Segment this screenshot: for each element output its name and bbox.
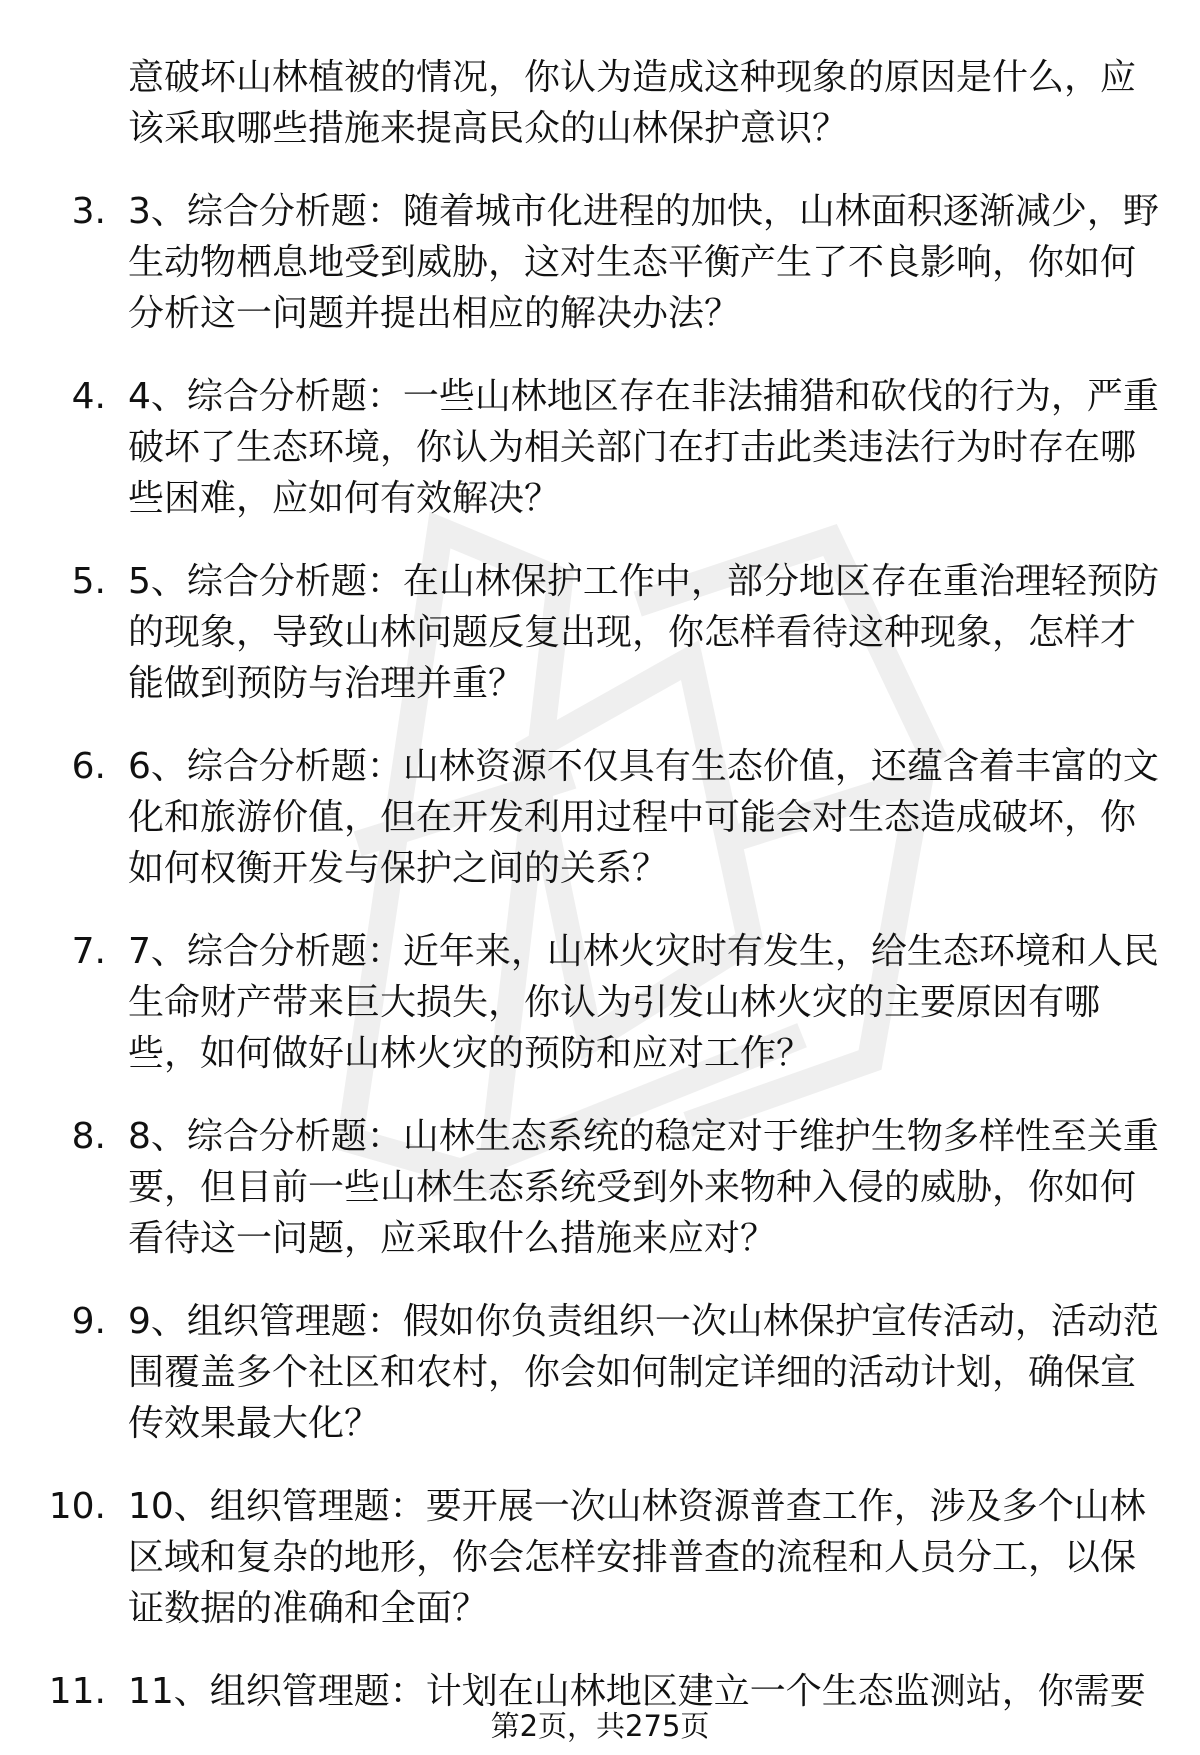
question-text: 11、组织管理题：计划在山林地区建立一个生态监测站，你需要 xyxy=(128,1671,1146,1712)
question-item xyxy=(0,926,1200,1079)
question-number: 10. xyxy=(48,1486,106,1527)
question-number: 8. xyxy=(71,1116,106,1157)
question-continuation-text: 意破坏山林植被的情况，你认为造成这种现象的原因是什么，应该采取哪些措施来提高民众的山林保护意识？ xyxy=(128,57,1137,149)
question-number: 3. xyxy=(71,191,106,232)
question-text: 3、综合分析题：随着城市化进程的加快，山林面积逐渐减少，野生动物栖息地受到威胁，这对生态平衡产生了不良影响，你如何分析这一问题并提出相应的解决办法？ xyxy=(128,191,1159,334)
question-list xyxy=(0,52,1200,1717)
question-text: 5、综合分析题：在山林保护工作中，部分地区存在重治理轻预防的现象，导致山林问题反复出现，你怎样看待这种现象，怎样才能做到预防与治理并重？ xyxy=(128,561,1159,704)
question-number: 7. xyxy=(71,931,106,972)
question-continuation xyxy=(0,52,1200,154)
question-text: 4、综合分析题：一些山林地区存在非法捕猎和砍伐的行为，严重破坏了生态环境，你认为相关部门在打击此类违法行为时存在哪些困难，应如何有效解决？ xyxy=(128,376,1159,519)
question-item xyxy=(0,1111,1200,1264)
question-number: 4. xyxy=(71,376,106,417)
question-number: 9. xyxy=(71,1301,106,1342)
question-text: 6、综合分析题：山林资源不仅具有生态价值，还蕴含着丰富的文化和旅游价值，但在开发利用过程中可能会对生态造成破坏，你如何权衡开发与保护之间的关系？ xyxy=(128,746,1159,889)
question-number: 5. xyxy=(71,561,106,602)
question-item xyxy=(0,741,1200,894)
question-text: 10、组织管理题：要开展一次山林资源普查工作，涉及多个山林区域和复杂的地形，你会怎样安排普查的流程和人员分工，以保证数据的准确和全面？ xyxy=(128,1486,1146,1629)
page-footer: 第2页，共275页 xyxy=(490,1709,710,1743)
question-number: 11. xyxy=(48,1671,106,1712)
question-text: 7、综合分析题：近年来，山林火灾时有发生，给生态环境和人民生命财产带来巨大损失，你认为引发山林火灾的主要原因有哪些，如何做好山林火灾的预防和应对工作？ xyxy=(128,931,1159,1074)
question-item xyxy=(0,1481,1200,1634)
question-text: 8、综合分析题：山林生态系统的稳定对于维护生物多样性至关重要，但目前一些山林生态系统受到外来物种入侵的威胁，你如何看待这一问题，应采取什么措施来应对？ xyxy=(128,1116,1159,1259)
question-text: 9、组织管理题：假如你负责组织一次山林保护宣传活动，活动范围覆盖多个社区和农村，你会如何制定详细的活动计划，确保宣传效果最大化？ xyxy=(128,1301,1159,1444)
question-item xyxy=(0,186,1200,339)
question-number: 6. xyxy=(71,746,106,787)
question-item xyxy=(0,556,1200,709)
question-item xyxy=(0,1296,1200,1449)
question-item xyxy=(0,371,1200,524)
